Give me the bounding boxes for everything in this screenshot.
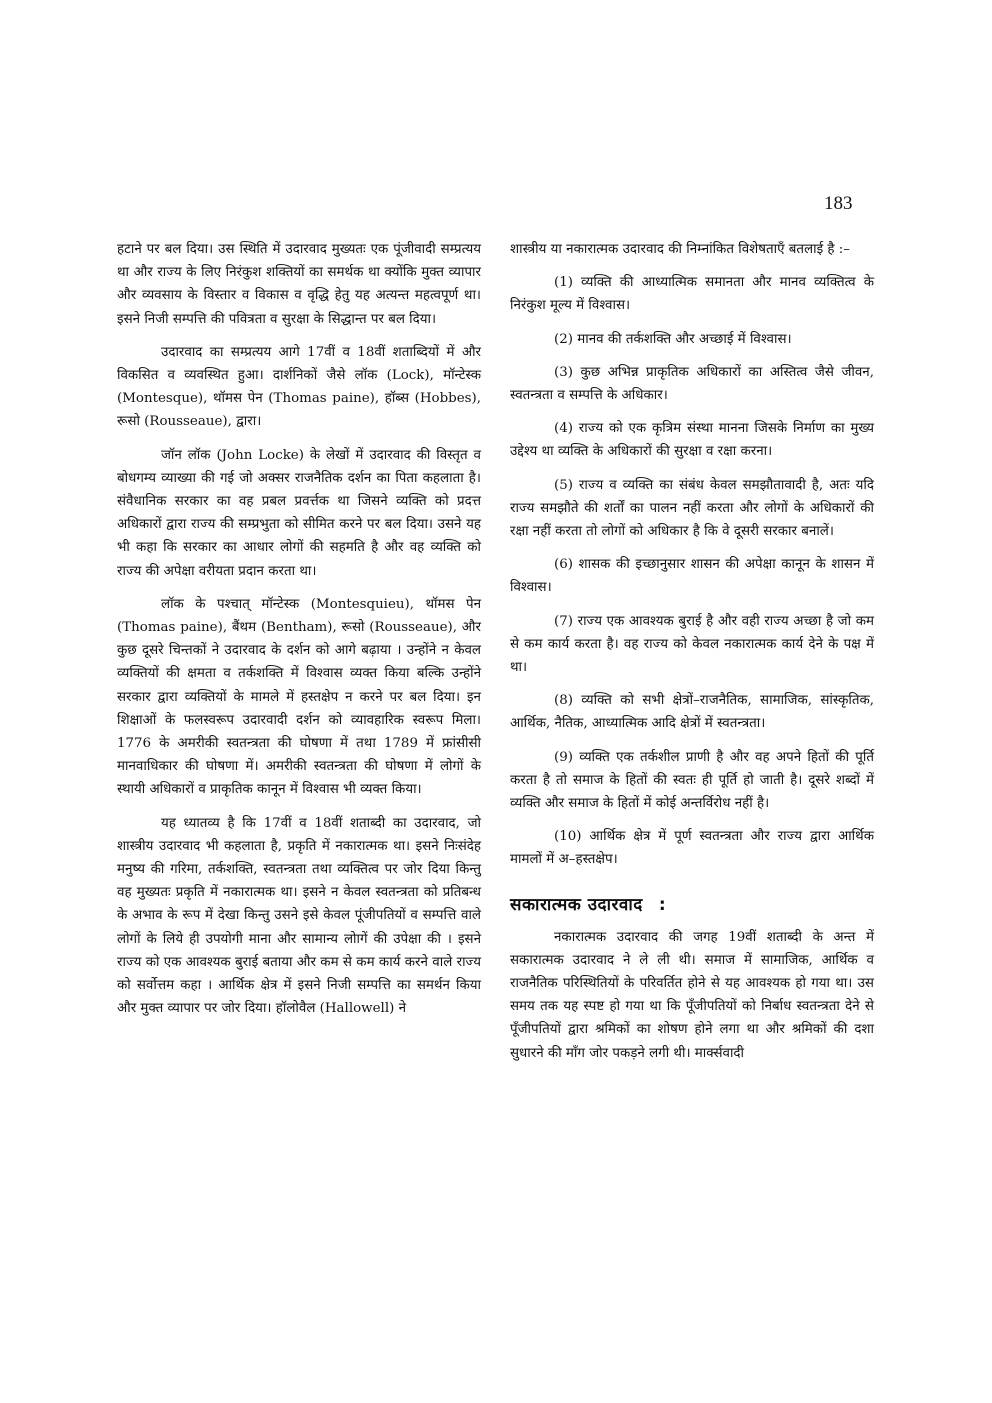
feature-item: (6) शासक की इच्छानुसार शासन की अपेक्षा कानून के शासन में विश्वास।	[510, 557, 874, 596]
section-heading	[510, 892, 874, 918]
feature-item: (2) मानव की तर्कशक्ति और अच्छाई में विश्वास।	[554, 331, 792, 347]
feature-item: (1) व्यक्ति की आध्यात्मिक समानता और मानव व्यक्तित्व के निरंकुश मूल्य में विश्वास।	[510, 275, 874, 314]
page-number: 183	[824, 193, 853, 214]
paragraph: हटाने पर बल दिया। उस स्थिति में उदारवाद मुख्यतः एक पूंजीवादी सम्प्रत्यय था और राज्य के लिए निरंकुश शक्तियों का समर्थक था क्योंकि मुक्त व्यापार और व्यवसाय के विस्तार व विकास व वृद्धि हेतु यह अत्यन्त महत्वपूर्ण था। इसने निजी सम्पत्ति की पवित्रता व सुरक्षा के सिद्धान्त पर बल दिया।	[117, 242, 481, 327]
feature-item: (4) राज्य को एक कृत्रिम संस्था मानना जिसके निर्माण का मुख्य उद्देश्य था व्यक्ति के अधिकारों की सुरक्षा व रक्षा करना।	[510, 421, 874, 460]
paragraph: उदारवाद का सम्प्रत्यय आगे 17वीं व 18वीं शताब्दियों में और विकसित व व्यवस्थित हुआ। दार्शनिकों जैसे लॉक (Lock), मॉन्टेस्क (Montesque), थॉमस पेन (Thomas paine), हॉब्स (Hobbes), रूसो (Rousseaue), द्वारा।	[117, 344, 481, 430]
feature-item: (5) राज्य व व्यक्ति का संबंध केवल समझौतावादी है, अतः यदि राज्य समझौते की शर्तों का पालन नहीं करता और लोगों के अधिकारों की रक्षा नहीं करता तो लोगों को अधिकार है कि वे दूसरी सरकार बनालें।	[510, 477, 874, 540]
feature-item: (7) राज्य एक आवश्यक बुराई है और वही राज्य अच्छा है जो कम से कम कार्य करता है। वह राज्य को केवल नकारात्मक कार्य देने के पक्ष में था।	[510, 613, 874, 676]
feature-item: (8) व्यक्ति को सभी क्षेत्रों–राजनैतिक, सामाजिक, सांस्कृतिक, आर्थिक, नैतिक, आध्यात्मिक आदि क्षेत्रों में स्वतन्त्रता।	[510, 693, 874, 732]
feature-item: (9) व्यक्ति एक तर्कशील प्राणी है और वह अपने हितों की पूर्ति करता है तो समाज के हितों की स्वतः ही पूर्ति हो जाती है। दूसरे शब्दों में व्यक्ति और समाज के हितों में कोई अन्तर्विरोध नहीं है।	[510, 749, 874, 812]
feature-item: (10) आर्थिक क्षेत्र में पूर्ण स्वतन्त्रता और राज्य द्वारा आर्थिक मामलों में अ–हस्तक्षेप।	[510, 829, 874, 868]
section-heading-colon: :	[658, 894, 667, 915]
section-heading-text: सकारात्मक उदारवाद	[510, 894, 643, 915]
feature-item: (3) कुछ अभिन्न प्राकृतिक अधिकारों का अस्तित्व जैसे जीवन, स्वतन्त्रता व सम्पत्ति के अधिकार।	[510, 364, 874, 404]
paragraph: लॉक के पश्चात् मॉन्टेस्क (Montesquieu), थॉमस पेन (Thomas paine), बैंथम (Bentham), रूसो (Rousseaue), और कुछ दूसरे चिन्तकों ने उदारवाद के दर्शन को आगे बढ़ाया । उन्होंने न केवल व्यक्तियों की क्षमता व तर्कशक्ति में विश्वास व्यक्त किया बल्कि उन्होंने सरकार द्वारा व्यक्तियों के मामले में हस्तक्षेप न करने पर बल दिया। इन शिक्षाओं के फलस्वरूप उदारवादी दर्शन को व्यावहारिक स्वरूप मिला। 1776 के अमरीकी स्वतन्त्रता की घोषणा में तथा 1789 में फ्रांसीसी मानवाधिकार की घोषणा में। अमरीकी स्वतन्त्रता की घोषणा में लोगों के स्थायी अधिकारों व प्राकृतिक कानून में विश्वास भी व्यक्त किया।	[117, 596, 481, 798]
right-column	[510, 238, 874, 1075]
paragraph: यह ध्यातव्य है कि 17वीं व 18वीं शताब्दी का उदारवाद, जो शास्त्रीय उदारवाद भी कहलाता है, प्रकृति में नकारात्मक था। इसने निःसंदेह मनुष्य की गरिमा, तर्कशक्ति, स्वतन्त्रता तथा व्यक्तित्व पर जोर दिया किन्तु वह मुख्यतः प्रकृति में नकारात्मक था। इसने न केवल स्वतन्त्रता को प्रतिबन्ध के अभाव के रूप में देखा किन्तु उसने इसे केवल पूंजीपतियों व सम्पत्ति वाले लोगों के लिये ही उपयोगी माना और सामान्य लोागें की उपेक्षा की । इसने राज्य को एक आवश्यक बुराई बताया और कम से कम कार्य करने वाले राज्य को सर्वोत्तम कहा । आर्थिक क्षेत्र में इसने निजी सम्पत्ति का समर्थन किया और मुक्त व्यापार पर जोर दिया। हॉलोवैल (Hallowell) ने	[117, 815, 481, 1017]
left-column	[117, 238, 481, 1031]
paragraph: जॉन लॉक (John Locke) के लेखों में उदारवाद की विस्तृत व बोधगम्य व्याख्या की गई जो अक्सर राजनैतिक दर्शन का पिता कहलाता है। संवैधानिक सरकार का वह प्रबल प्रवर्त्तक था जिसने व्यक्ति को प्रदत्त अधिकारों द्वारा राज्य की सम्प्रभुता को सीमित करने पर बल दिया। उसने यह भी कहा कि सरकार का आधार लोगों की सहमति है और वह व्यक्ति को राज्य की अपेक्षा वरीयता प्रदान करता था।	[117, 447, 481, 579]
paragraph: नकारात्मक उदारवाद की जगह 19वीं शताब्दी के अन्त में सकारात्मक उदारवाद ने ले ली थी। समाज में सामाजिक, आर्थिक व राजनैतिक परिस्थितियों के परिवर्तित होने से यह आवश्यक हो गया था। उस समय तक यह स्पष्ट हो गया था कि पूँजीपतियों को निर्बाध स्वतन्त्रता देने से पूँजीपतियों द्वारा श्रमिकों का शोषण होने लगा था और श्रमिकों की दशा सुधारने की माँग जोर पकड़ने लगी थी। मार्क्सवादी	[510, 929, 874, 1061]
features-intro: शास्त्रीय या नकारात्मक उदारवाद की निम्नांकित विशेषताएँ बतलाई है :–	[510, 242, 850, 257]
